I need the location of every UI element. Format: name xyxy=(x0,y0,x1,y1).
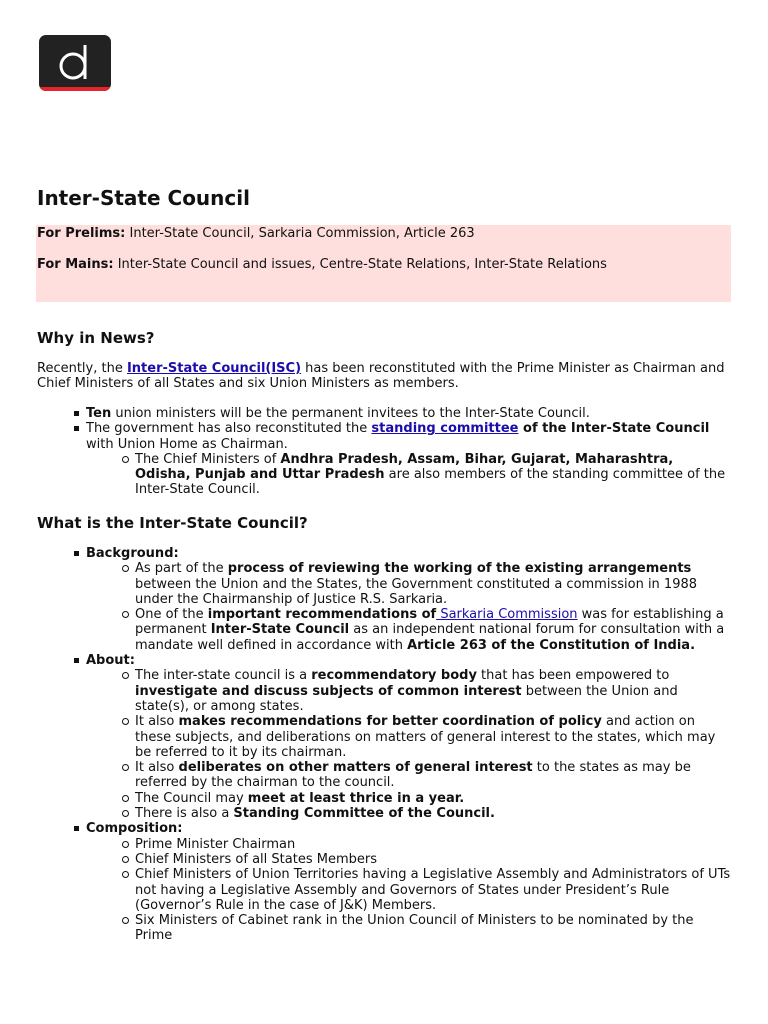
drishti-logo[interactable] xyxy=(39,35,111,91)
bold-text: deliberates on other matters of general interest xyxy=(178,760,533,776)
list-item-composition xyxy=(37,821,733,943)
list-item xyxy=(37,406,733,421)
item-text: are also members of the standing committee of the Inter-State Council. xyxy=(135,467,726,498)
bold-text: Article 263 of the Constitution of India. xyxy=(407,637,696,653)
list-item xyxy=(37,421,733,497)
page-title: Inter-State Council xyxy=(37,186,250,210)
item-label: About: xyxy=(86,653,135,669)
item-text: There is also a xyxy=(135,806,234,822)
bold-text: Standing Committee of the Council. xyxy=(233,806,495,822)
sub-list-item xyxy=(86,714,733,760)
news-text: has been reconstituted with the Prime Minister as Chairman and Chief Ministers of all States and six Union Ministers as members. xyxy=(37,361,725,392)
item-text: to the states as may be referred by the chairman to the council. xyxy=(135,760,691,791)
sub-list-item xyxy=(86,806,733,821)
item-label: Composition: xyxy=(86,821,183,837)
bold-text: important recommendations of xyxy=(207,607,437,623)
news-list xyxy=(37,406,733,498)
section-heading-news: Why in News? xyxy=(37,329,155,347)
sub-list-item: Chief Ministers of Union Territories having a Legislative Assembly and Administrators of UTs not having a Legislative Assembly and Governors of States under President’s Rule (Governor’s Rule in the case of J&K) Members. xyxy=(86,867,733,913)
sub-list-item xyxy=(86,760,733,791)
item-text: was for establishing a permanent xyxy=(135,607,724,638)
item-text: As part of the xyxy=(135,561,228,577)
bold-text: of the Inter-State Council xyxy=(518,421,710,437)
item-text: It also xyxy=(135,760,179,776)
bold-text: Ten xyxy=(86,406,112,421)
bold-text: process of reviewing the working of the existing arrangements xyxy=(227,561,692,577)
prelims-text: Inter-State Council, Sarkaria Commission, Article 263 xyxy=(125,226,475,241)
list-item-about xyxy=(37,653,733,821)
item-text: and action on these subjects, and deliberations on matters of general interest to the states, which may be referred to it by its chairman. xyxy=(135,714,716,760)
bold-text: recommendatory body xyxy=(311,668,477,684)
section-heading-what: What is the Inter-State Council? xyxy=(37,514,308,532)
sub-list-item: Chief Ministers of all States Members xyxy=(86,852,733,867)
sub-list-item xyxy=(86,791,733,806)
item-text: The Council may xyxy=(135,790,248,806)
sub-list-item: Prime Minister Chairman xyxy=(86,837,733,852)
d-letter-icon xyxy=(39,35,111,87)
item-text: One of the xyxy=(135,607,208,623)
bold-text: makes recommendations for better coordination of policy xyxy=(178,714,602,730)
mains-line xyxy=(37,257,607,272)
mains-text: Inter-State Council and issues, Centre-State Relations, Inter-State Relations xyxy=(113,257,607,272)
item-text: as an independent national forum for consultation with a mandate well defined in accordance with xyxy=(135,622,725,653)
isc-link[interactable]: Inter-State Council(ISC) xyxy=(126,361,302,376)
item-text: between the Union and the States, the Government constituted a commission in 1988 under the Chairmanship of Justice R.S. Sarkaria. xyxy=(135,576,698,607)
item-text: It also xyxy=(135,714,179,730)
news-text: Recently, the xyxy=(37,361,127,376)
sub-list-item xyxy=(86,452,733,498)
prelims-label: For Prelims: xyxy=(37,226,126,241)
exam-focus-box xyxy=(36,225,731,302)
prelims-line xyxy=(37,226,475,241)
item-text: that has been empowered to xyxy=(476,668,670,684)
item-text: with Union Home as Chairman. xyxy=(86,436,288,452)
sub-list-item xyxy=(86,561,733,607)
logo-accent-bar xyxy=(39,87,111,91)
item-text: The government has also reconstituted the xyxy=(86,421,372,437)
bold-text: Inter-State Council xyxy=(210,622,350,638)
bold-text: meet at least thrice in a year. xyxy=(247,790,465,806)
item-text: The inter-state council is a xyxy=(135,668,312,684)
news-paragraph xyxy=(37,361,733,392)
sub-list-item: Six Ministers of Cabinet rank in the Union Council of Ministers to be nominated by the Prime xyxy=(86,913,733,944)
item-text: The Chief Ministers of xyxy=(135,451,281,467)
what-list xyxy=(37,546,733,944)
list-item-background xyxy=(37,546,733,653)
bold-text: investigate and discuss subjects of common interest xyxy=(135,683,522,699)
sarkaria-commission-link[interactable]: Sarkaria Commission xyxy=(436,607,578,623)
item-text: union ministers will be the permanent invitees to the Inter-State Council. xyxy=(111,406,590,421)
sub-list-item xyxy=(86,607,733,653)
item-label: Background: xyxy=(86,546,179,561)
standing-committee-link[interactable]: standing committee xyxy=(371,421,519,437)
bold-text: Andhra Pradesh, Assam, Bihar, Gujarat, Maharashtra, Odisha, Punjab and Uttar Pradesh xyxy=(135,451,674,483)
item-text: between the Union and state(s), or among states. xyxy=(135,683,678,714)
sub-list-item xyxy=(86,668,733,714)
mains-label: For Mains: xyxy=(37,257,114,272)
